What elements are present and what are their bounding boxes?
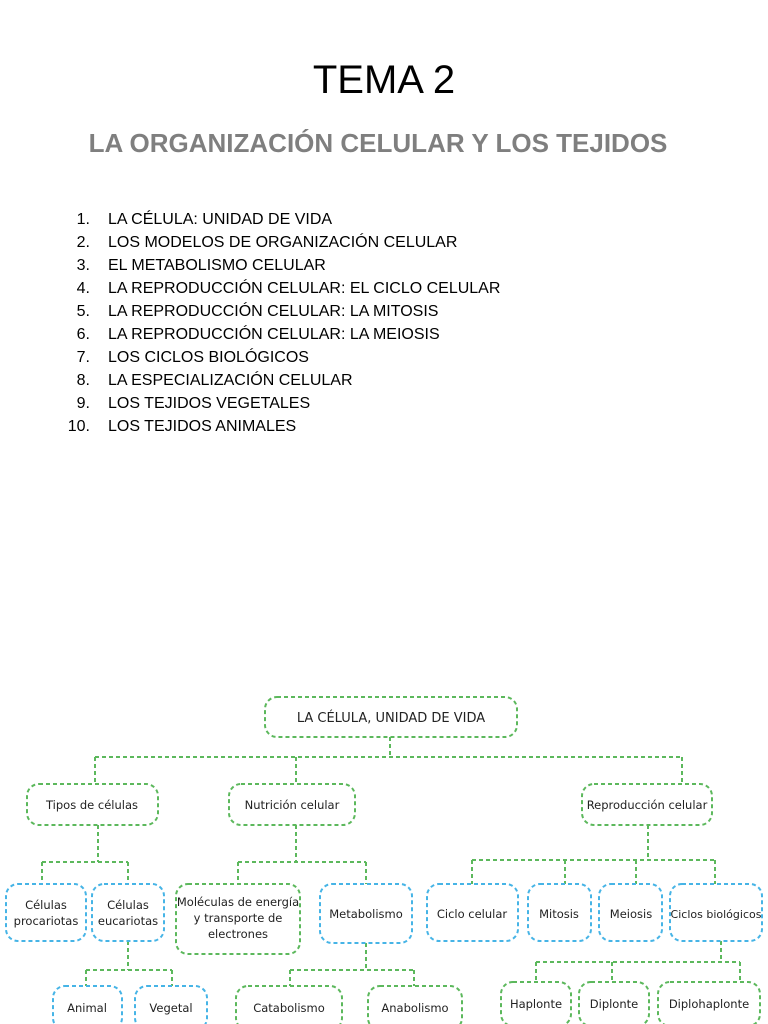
animal-node: Animal [67, 1001, 107, 1015]
metabolismo-node: Metabolismo [329, 907, 403, 921]
toc-item [60, 208, 500, 231]
ciclos-bio-node: Ciclos biológicos [670, 908, 762, 921]
connector-lines [42, 737, 740, 986]
toc-item [60, 277, 500, 300]
toc-item [60, 369, 500, 392]
table-of-contents [60, 208, 500, 438]
toc-text: LA REPRODUCCIÓN CELULAR: EL CICLO CELULAR [108, 280, 501, 297]
diplonte-node: Diplonte [589, 997, 639, 1011]
mitosis-node: Mitosis [539, 907, 579, 921]
toc-text: LA REPRODUCCIÓN CELULAR: LA MITOSIS [108, 303, 439, 320]
procariotas-node-line1: Células [25, 898, 67, 912]
toc-text: LOS TEJIDOS ANIMALES [108, 418, 297, 435]
tipos-node: Tipos de células [46, 798, 138, 812]
moleculas-node-line3: electrones [207, 927, 269, 941]
meiosis-node: Meiosis [609, 907, 653, 921]
procariotas-node-box [6, 884, 86, 941]
toc-number: 10. [67, 418, 90, 435]
toc-text: LOS TEJIDOS VEGETALES [108, 395, 311, 412]
haplonte-node: Haplonte [509, 997, 563, 1011]
toc-number: 7. [76, 349, 90, 366]
procariotas-node-line2: procariotas [13, 914, 79, 928]
reproduccion-node: Reproducción celular [586, 798, 708, 812]
toc-item [60, 392, 500, 415]
ciclo-node: Ciclo celular [436, 907, 508, 921]
vegetal-node: Vegetal [149, 1001, 193, 1015]
anabolismo-node: Anabolismo [381, 1001, 449, 1015]
toc-item [60, 323, 500, 346]
root-node: LA CÉLULA, UNIDAD DE VIDA [296, 711, 486, 726]
toc-text: LA REPRODUCCIÓN CELULAR: LA MEIOSIS [108, 326, 440, 343]
toc-number: 6. [76, 326, 90, 343]
toc-number: 5. [76, 303, 90, 320]
page-title: TEMA 2 [312, 58, 456, 102]
toc-text: LOS CICLOS BIOLÓGICOS [108, 349, 309, 366]
toc-number: 9. [76, 395, 90, 412]
toc-text: LA ESPECIALIZACIÓN CELULAR [108, 372, 353, 389]
concept-map [0, 680, 768, 1024]
moleculas-node-line2: y transporte de [193, 911, 283, 925]
toc-number: 3. [76, 257, 90, 274]
toc-number: 2. [76, 234, 90, 251]
moleculas-node-line1: Moléculas de energía [176, 895, 300, 909]
page-subtitle: LA ORGANIZACIÓN CELULAR Y LOS TEJIDOS [88, 128, 668, 158]
toc-item [60, 415, 500, 438]
eucariotas-node-line1: Células [107, 898, 149, 912]
diplohaplonte-node: Diplohaplonte [668, 997, 750, 1011]
toc-number: 8. [76, 372, 90, 389]
eucariotas-node-line2: eucariotas [97, 914, 159, 928]
eucariotas-node-box [92, 884, 164, 941]
toc-text: EL METABOLISMO CELULAR [108, 257, 326, 274]
toc-item [60, 254, 500, 277]
toc-item [60, 300, 500, 323]
toc-number: 4. [76, 280, 90, 297]
nutricion-node: Nutrición celular [244, 798, 340, 812]
toc-item [60, 231, 500, 254]
toc-text: LOS MODELOS DE ORGANIZACIÓN CELULAR [108, 234, 458, 251]
toc-item [60, 346, 500, 369]
toc-text: LA CÉLULA: UNIDAD DE VIDA [108, 211, 333, 228]
toc-number: 1. [76, 211, 90, 228]
catabolismo-node: Catabolismo [253, 1001, 325, 1015]
